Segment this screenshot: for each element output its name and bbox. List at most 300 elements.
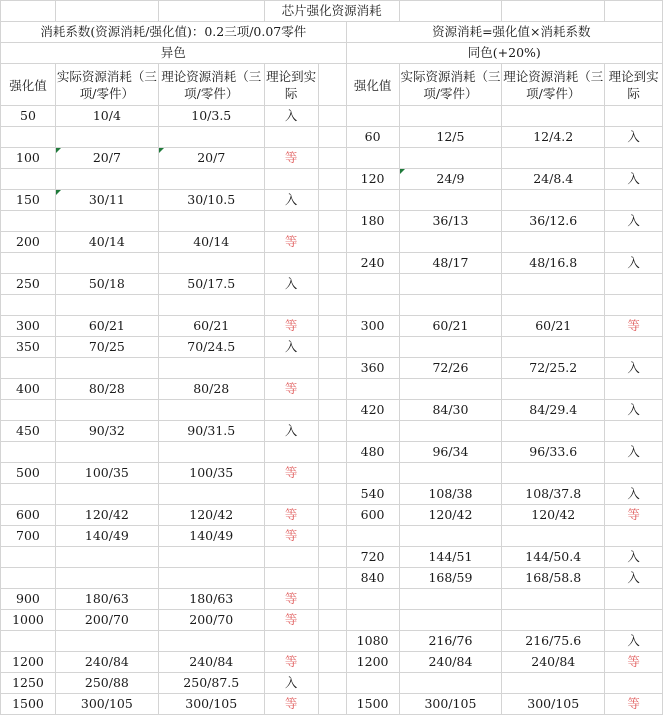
left-compare-cell[interactable]: [264, 127, 318, 148]
right-compare-cell[interactable]: 入: [605, 211, 663, 232]
right-theory-cell[interactable]: [502, 295, 605, 316]
left-actual-cell[interactable]: 20/7: [55, 148, 158, 169]
right-actual-cell[interactable]: 240/84: [399, 652, 502, 673]
spacer-cell[interactable]: [318, 400, 346, 421]
table-row: [1, 547, 663, 568]
left-actual-cell[interactable]: [55, 442, 158, 463]
spacer-cell[interactable]: [318, 652, 346, 673]
right-actual-cell[interactable]: 168/59: [399, 568, 502, 589]
spacer-cell[interactable]: [318, 211, 346, 232]
header-compare-left[interactable]: 理论到实际: [264, 64, 318, 106]
right-level-cell[interactable]: 1500: [346, 694, 399, 715]
spacer-cell[interactable]: [318, 358, 346, 379]
left-theory-cell[interactable]: [158, 631, 264, 652]
left-actual-cell[interactable]: 30/11: [55, 190, 158, 211]
left-theory-cell[interactable]: 200/70: [158, 610, 264, 631]
left-theory-cell[interactable]: 70/24.5: [158, 337, 264, 358]
right-compare-cell[interactable]: 入: [605, 484, 663, 505]
left-compare-cell[interactable]: 等: [264, 232, 318, 253]
right-theory-cell[interactable]: [502, 610, 605, 631]
right-theory-cell[interactable]: 72/25.2: [502, 358, 605, 379]
spacer-cell[interactable]: [318, 568, 346, 589]
right-actual-cell[interactable]: 120/42: [399, 505, 502, 526]
left-level-cell[interactable]: 450: [1, 421, 56, 442]
left-actual-cell[interactable]: [55, 127, 158, 148]
right-actual-cell[interactable]: 84/30: [399, 400, 502, 421]
left-level-cell[interactable]: 400: [1, 379, 56, 400]
left-compare-cell[interactable]: 入: [264, 421, 318, 442]
right-level-cell[interactable]: [346, 295, 399, 316]
right-level-cell[interactable]: [346, 610, 399, 631]
table-row: [1, 106, 663, 127]
spacer-cell[interactable]: [318, 610, 346, 631]
table-row: [1, 421, 663, 442]
left-compare-cell[interactable]: [264, 631, 318, 652]
right-compare-cell[interactable]: [605, 589, 663, 610]
left-compare-cell[interactable]: [264, 442, 318, 463]
left-level-cell[interactable]: [1, 253, 56, 274]
spacer-cell[interactable]: [318, 64, 346, 106]
right-level-cell[interactable]: [346, 232, 399, 253]
right-level-cell[interactable]: 180: [346, 211, 399, 232]
left-actual-cell[interactable]: 100/35: [55, 463, 158, 484]
left-theory-cell[interactable]: 20/7: [158, 148, 264, 169]
right-theory-cell[interactable]: 120/42: [502, 505, 605, 526]
right-level-cell[interactable]: 420: [346, 400, 399, 421]
header-compare-right[interactable]: 理论到实际: [605, 64, 663, 106]
left-actual-cell[interactable]: [55, 253, 158, 274]
left-level-cell[interactable]: 1500: [1, 694, 56, 715]
right-theory-cell[interactable]: [502, 589, 605, 610]
left-actual-cell[interactable]: [55, 484, 158, 505]
spacer-cell[interactable]: [318, 673, 346, 694]
left-theory-cell[interactable]: 140/49: [158, 526, 264, 547]
spacer-cell[interactable]: [318, 274, 346, 295]
left-theory-cell[interactable]: 250/87.5: [158, 673, 264, 694]
right-actual-cell[interactable]: [399, 337, 502, 358]
left-level-cell[interactable]: 600: [1, 505, 56, 526]
right-level-cell[interactable]: [346, 148, 399, 169]
left-compare-cell[interactable]: [264, 484, 318, 505]
left-compare-cell[interactable]: 等: [264, 463, 318, 484]
right-level-cell[interactable]: 120: [346, 169, 399, 190]
right-compare-cell[interactable]: [605, 526, 663, 547]
left-actual-cell[interactable]: 200/70: [55, 610, 158, 631]
right-actual-cell[interactable]: [399, 610, 502, 631]
left-actual-cell[interactable]: [55, 295, 158, 316]
right-actual-cell[interactable]: 60/21: [399, 316, 502, 337]
right-compare-cell[interactable]: [605, 421, 663, 442]
right-compare-cell[interactable]: [605, 190, 663, 211]
right-level-cell[interactable]: 60: [346, 127, 399, 148]
right-level-cell[interactable]: [346, 337, 399, 358]
section-title-same-color[interactable]: 同色(+20%): [346, 43, 662, 64]
table-row: [1, 127, 663, 148]
left-compare-cell[interactable]: 入: [264, 190, 318, 211]
right-level-cell[interactable]: 1080: [346, 631, 399, 652]
right-level-cell[interactable]: [346, 379, 399, 400]
left-actual-cell[interactable]: [55, 169, 158, 190]
header-actual-right[interactable]: 实际资源消耗（三项/零件）: [399, 64, 502, 106]
table-row: [1, 400, 663, 421]
header-theory-right[interactable]: 理论资源消耗（三项/零件）: [502, 64, 605, 106]
left-compare-cell[interactable]: [264, 295, 318, 316]
right-theory-cell[interactable]: 12/4.2: [502, 127, 605, 148]
section-title-different-color[interactable]: 异色: [1, 43, 347, 64]
right-compare-cell[interactable]: 入: [605, 400, 663, 421]
spacer-cell[interactable]: [318, 631, 346, 652]
table-row: [1, 442, 663, 463]
table-row: [1, 148, 663, 169]
right-level-cell[interactable]: 540: [346, 484, 399, 505]
left-actual-cell[interactable]: 70/25: [55, 337, 158, 358]
right-level-cell[interactable]: [346, 589, 399, 610]
left-level-cell[interactable]: 150: [1, 190, 56, 211]
table-row: [1, 673, 663, 694]
left-actual-cell[interactable]: 140/49: [55, 526, 158, 547]
left-theory-cell[interactable]: [158, 568, 264, 589]
left-level-cell[interactable]: 300: [1, 316, 56, 337]
comment-marker-icon: [400, 169, 405, 174]
left-level-cell[interactable]: [1, 295, 56, 316]
right-actual-cell[interactable]: 144/51: [399, 547, 502, 568]
left-level-cell[interactable]: 50: [1, 106, 56, 127]
spacer-cell[interactable]: [318, 127, 346, 148]
right-theory-cell[interactable]: [502, 463, 605, 484]
right-compare-cell[interactable]: 等: [605, 316, 663, 337]
table-row: [1, 694, 663, 715]
spacer-cell[interactable]: [318, 694, 346, 715]
right-theory-cell[interactable]: 144/50.4: [502, 547, 605, 568]
table-row: [1, 589, 663, 610]
left-actual-cell[interactable]: 50/18: [55, 274, 158, 295]
right-theory-cell[interactable]: 36/12.6: [502, 211, 605, 232]
right-actual-cell[interactable]: [399, 379, 502, 400]
left-actual-cell[interactable]: [55, 211, 158, 232]
right-level-cell[interactable]: [346, 673, 399, 694]
left-level-cell[interactable]: [1, 484, 56, 505]
right-compare-cell[interactable]: 入: [605, 127, 663, 148]
left-actual-cell[interactable]: 180/63: [55, 589, 158, 610]
left-theory-cell[interactable]: 60/21: [158, 316, 264, 337]
left-level-cell[interactable]: [1, 127, 56, 148]
left-theory-cell[interactable]: 90/31.5: [158, 421, 264, 442]
left-level-cell[interactable]: [1, 568, 56, 589]
sheet-title[interactable]: 芯片强化资源消耗: [264, 1, 399, 22]
spacer-cell[interactable]: [318, 316, 346, 337]
left-actual-cell[interactable]: 250/88: [55, 673, 158, 694]
right-compare-cell[interactable]: [605, 274, 663, 295]
left-compare-cell[interactable]: 入: [264, 274, 318, 295]
left-theory-cell[interactable]: 100/35: [158, 463, 264, 484]
left-actual-cell[interactable]: [55, 400, 158, 421]
right-compare-cell[interactable]: 等: [605, 652, 663, 673]
left-actual-cell[interactable]: [55, 547, 158, 568]
left-level-cell[interactable]: 1250: [1, 673, 56, 694]
right-actual-cell[interactable]: 24/9: [399, 169, 502, 190]
right-level-cell[interactable]: 300: [346, 316, 399, 337]
left-compare-cell[interactable]: 等: [264, 148, 318, 169]
right-actual-cell[interactable]: 48/17: [399, 253, 502, 274]
section-row: [1, 43, 663, 64]
left-actual-cell[interactable]: 80/28: [55, 379, 158, 400]
right-actual-cell[interactable]: 216/76: [399, 631, 502, 652]
table-row: [1, 568, 663, 589]
left-compare-cell[interactable]: 入: [264, 337, 318, 358]
left-compare-cell[interactable]: [264, 547, 318, 568]
left-level-cell[interactable]: 900: [1, 589, 56, 610]
left-compare-cell[interactable]: [264, 358, 318, 379]
right-theory-cell[interactable]: [502, 337, 605, 358]
header-actual-left[interactable]: 实际资源消耗（三项/零件）: [55, 64, 158, 106]
coefficient-note[interactable]: 消耗系数(资源消耗/强化值)：0.2三项/0.07零件: [1, 22, 347, 43]
right-compare-cell[interactable]: 入: [605, 547, 663, 568]
spacer-cell[interactable]: [318, 589, 346, 610]
header-row: [1, 64, 663, 106]
left-theory-cell[interactable]: 300/105: [158, 694, 264, 715]
right-theory-cell[interactable]: [502, 148, 605, 169]
left-level-cell[interactable]: [1, 169, 56, 190]
spacer-cell[interactable]: [318, 337, 346, 358]
right-theory-cell[interactable]: [502, 421, 605, 442]
left-theory-cell[interactable]: 80/28: [158, 379, 264, 400]
right-theory-cell[interactable]: 216/75.6: [502, 631, 605, 652]
right-compare-cell[interactable]: 等: [605, 505, 663, 526]
left-compare-cell[interactable]: [264, 253, 318, 274]
left-level-cell[interactable]: [1, 358, 56, 379]
spacer-cell[interactable]: [318, 190, 346, 211]
left-level-cell[interactable]: [1, 400, 56, 421]
right-theory-cell[interactable]: 60/21: [502, 316, 605, 337]
right-level-cell[interactable]: [346, 463, 399, 484]
left-actual-cell[interactable]: [55, 568, 158, 589]
right-theory-cell[interactable]: 84/29.4: [502, 400, 605, 421]
left-compare-cell[interactable]: 等: [264, 652, 318, 673]
left-compare-cell[interactable]: 等: [264, 610, 318, 631]
right-actual-cell[interactable]: [399, 274, 502, 295]
right-compare-cell[interactable]: [605, 610, 663, 631]
right-actual-cell[interactable]: [399, 295, 502, 316]
spacer-cell[interactable]: [318, 106, 346, 127]
right-actual-cell[interactable]: 36/13: [399, 211, 502, 232]
left-compare-cell[interactable]: [264, 568, 318, 589]
left-theory-cell[interactable]: 180/63: [158, 589, 264, 610]
right-actual-cell[interactable]: 12/5: [399, 127, 502, 148]
right-compare-cell[interactable]: 入: [605, 358, 663, 379]
left-theory-cell[interactable]: 240/84: [158, 652, 264, 673]
header-level-left[interactable]: 强化值: [1, 64, 56, 106]
left-level-cell[interactable]: 200: [1, 232, 56, 253]
right-theory-cell[interactable]: [502, 673, 605, 694]
right-actual-cell[interactable]: 108/38: [399, 484, 502, 505]
right-actual-cell[interactable]: [399, 526, 502, 547]
left-compare-cell[interactable]: [264, 400, 318, 421]
spacer-cell[interactable]: [318, 148, 346, 169]
left-compare-cell[interactable]: 等: [264, 505, 318, 526]
right-actual-cell[interactable]: [399, 148, 502, 169]
right-theory-cell[interactable]: [502, 190, 605, 211]
right-theory-cell[interactable]: 24/8.4: [502, 169, 605, 190]
left-actual-cell[interactable]: 300/105: [55, 694, 158, 715]
left-compare-cell[interactable]: 等: [264, 379, 318, 400]
table-row: [1, 169, 663, 190]
right-level-cell[interactable]: 720: [346, 547, 399, 568]
right-level-cell[interactable]: [346, 421, 399, 442]
left-compare-cell[interactable]: 入: [264, 106, 318, 127]
right-level-cell[interactable]: 600: [346, 505, 399, 526]
left-actual-cell[interactable]: 90/32: [55, 421, 158, 442]
spacer-cell[interactable]: [318, 484, 346, 505]
header-level-right[interactable]: 强化值: [346, 64, 399, 106]
right-theory-cell[interactable]: [502, 106, 605, 127]
table-row: [1, 505, 663, 526]
right-actual-cell[interactable]: 300/105: [399, 694, 502, 715]
right-level-cell[interactable]: [346, 526, 399, 547]
left-level-cell[interactable]: 1000: [1, 610, 56, 631]
left-theory-cell[interactable]: 30/10.5: [158, 190, 264, 211]
left-theory-cell[interactable]: [158, 442, 264, 463]
left-level-cell[interactable]: 500: [1, 463, 56, 484]
left-level-cell[interactable]: 700: [1, 526, 56, 547]
right-theory-cell[interactable]: [502, 526, 605, 547]
left-actual-cell[interactable]: 40/14: [55, 232, 158, 253]
comment-marker-icon: [56, 148, 61, 153]
right-actual-cell[interactable]: [399, 106, 502, 127]
left-compare-cell[interactable]: 等: [264, 526, 318, 547]
left-level-cell[interactable]: 350: [1, 337, 56, 358]
right-compare-cell[interactable]: [605, 337, 663, 358]
left-theory-cell[interactable]: [158, 169, 264, 190]
table-row: [1, 652, 663, 673]
spacer-cell[interactable]: [318, 253, 346, 274]
left-theory-cell[interactable]: [158, 127, 264, 148]
left-actual-cell[interactable]: 60/21: [55, 316, 158, 337]
right-compare-cell[interactable]: [605, 295, 663, 316]
left-theory-cell[interactable]: [158, 547, 264, 568]
right-theory-cell[interactable]: [502, 232, 605, 253]
left-theory-cell[interactable]: [158, 295, 264, 316]
right-level-cell[interactable]: 480: [346, 442, 399, 463]
right-level-cell[interactable]: [346, 106, 399, 127]
left-theory-cell[interactable]: [158, 253, 264, 274]
table-row: [1, 190, 663, 211]
table-row: [1, 316, 663, 337]
spacer-cell[interactable]: [318, 379, 346, 400]
left-level-cell[interactable]: [1, 547, 56, 568]
spacer-cell[interactable]: [318, 295, 346, 316]
left-actual-cell[interactable]: [55, 358, 158, 379]
left-compare-cell[interactable]: 等: [264, 316, 318, 337]
left-level-cell[interactable]: 1200: [1, 652, 56, 673]
right-theory-cell[interactable]: 108/37.8: [502, 484, 605, 505]
right-compare-cell[interactable]: 入: [605, 442, 663, 463]
left-level-cell[interactable]: [1, 211, 56, 232]
table-row: [1, 253, 663, 274]
right-level-cell[interactable]: 840: [346, 568, 399, 589]
left-compare-cell[interactable]: 入: [264, 673, 318, 694]
right-level-cell[interactable]: 1200: [346, 652, 399, 673]
right-theory-cell[interactable]: [502, 274, 605, 295]
right-compare-cell[interactable]: [605, 673, 663, 694]
left-level-cell[interactable]: [1, 442, 56, 463]
left-level-cell[interactable]: [1, 631, 56, 652]
right-compare-cell[interactable]: [605, 106, 663, 127]
right-theory-cell[interactable]: 300/105: [502, 694, 605, 715]
right-compare-cell[interactable]: 入: [605, 169, 663, 190]
spacer-cell[interactable]: [318, 463, 346, 484]
left-level-cell[interactable]: 250: [1, 274, 56, 295]
right-actual-cell[interactable]: [399, 421, 502, 442]
right-level-cell[interactable]: [346, 190, 399, 211]
right-theory-cell[interactable]: 240/84: [502, 652, 605, 673]
left-theory-cell[interactable]: [158, 358, 264, 379]
left-theory-cell[interactable]: 40/14: [158, 232, 264, 253]
right-actual-cell[interactable]: 72/26: [399, 358, 502, 379]
right-compare-cell[interactable]: 等: [605, 694, 663, 715]
right-actual-cell[interactable]: [399, 673, 502, 694]
left-theory-cell[interactable]: [158, 211, 264, 232]
left-compare-cell[interactable]: [264, 211, 318, 232]
spacer-cell[interactable]: [318, 169, 346, 190]
right-actual-cell[interactable]: [399, 589, 502, 610]
spacer-cell[interactable]: [318, 232, 346, 253]
spacer-cell[interactable]: [318, 421, 346, 442]
right-theory-cell[interactable]: [502, 379, 605, 400]
right-actual-cell[interactable]: [399, 232, 502, 253]
table-row: [1, 631, 663, 652]
spacer-cell[interactable]: [318, 526, 346, 547]
right-actual-cell[interactable]: [399, 190, 502, 211]
left-compare-cell[interactable]: 等: [264, 589, 318, 610]
spacer-cell[interactable]: [318, 547, 346, 568]
right-compare-cell[interactable]: [605, 379, 663, 400]
right-theory-cell[interactable]: 48/16.8: [502, 253, 605, 274]
right-compare-cell[interactable]: [605, 463, 663, 484]
left-theory-cell[interactable]: [158, 484, 264, 505]
left-theory-cell[interactable]: [158, 400, 264, 421]
left-actual-cell[interactable]: 240/84: [55, 652, 158, 673]
comment-marker-icon: [159, 148, 164, 153]
right-actual-cell[interactable]: [399, 463, 502, 484]
left-compare-cell[interactable]: [264, 169, 318, 190]
left-actual-cell[interactable]: 120/42: [55, 505, 158, 526]
right-level-cell[interactable]: [346, 274, 399, 295]
left-theory-cell[interactable]: 10/3.5: [158, 106, 264, 127]
left-theory-cell[interactable]: 50/17.5: [158, 274, 264, 295]
right-theory-cell[interactable]: 96/33.6: [502, 442, 605, 463]
right-level-cell[interactable]: 360: [346, 358, 399, 379]
table-row: [1, 274, 663, 295]
spacer-cell[interactable]: [318, 442, 346, 463]
left-level-cell[interactable]: 100: [1, 148, 56, 169]
right-level-cell[interactable]: 240: [346, 253, 399, 274]
right-compare-cell[interactable]: 入: [605, 253, 663, 274]
left-actual-cell[interactable]: [55, 631, 158, 652]
spacer-cell[interactable]: [318, 505, 346, 526]
left-theory-cell[interactable]: 120/42: [158, 505, 264, 526]
right-compare-cell[interactable]: 入: [605, 568, 663, 589]
table-row: [1, 337, 663, 358]
right-actual-cell[interactable]: 96/34: [399, 442, 502, 463]
header-theory-left[interactable]: 理论资源消耗（三项/零件）: [158, 64, 264, 106]
right-compare-cell[interactable]: 入: [605, 631, 663, 652]
right-compare-cell[interactable]: [605, 232, 663, 253]
formula-note[interactable]: 资源消耗=强化值×消耗系数: [346, 22, 662, 43]
right-theory-cell[interactable]: 168/58.8: [502, 568, 605, 589]
left-compare-cell[interactable]: 等: [264, 694, 318, 715]
right-compare-cell[interactable]: [605, 148, 663, 169]
left-actual-cell[interactable]: 10/4: [55, 106, 158, 127]
